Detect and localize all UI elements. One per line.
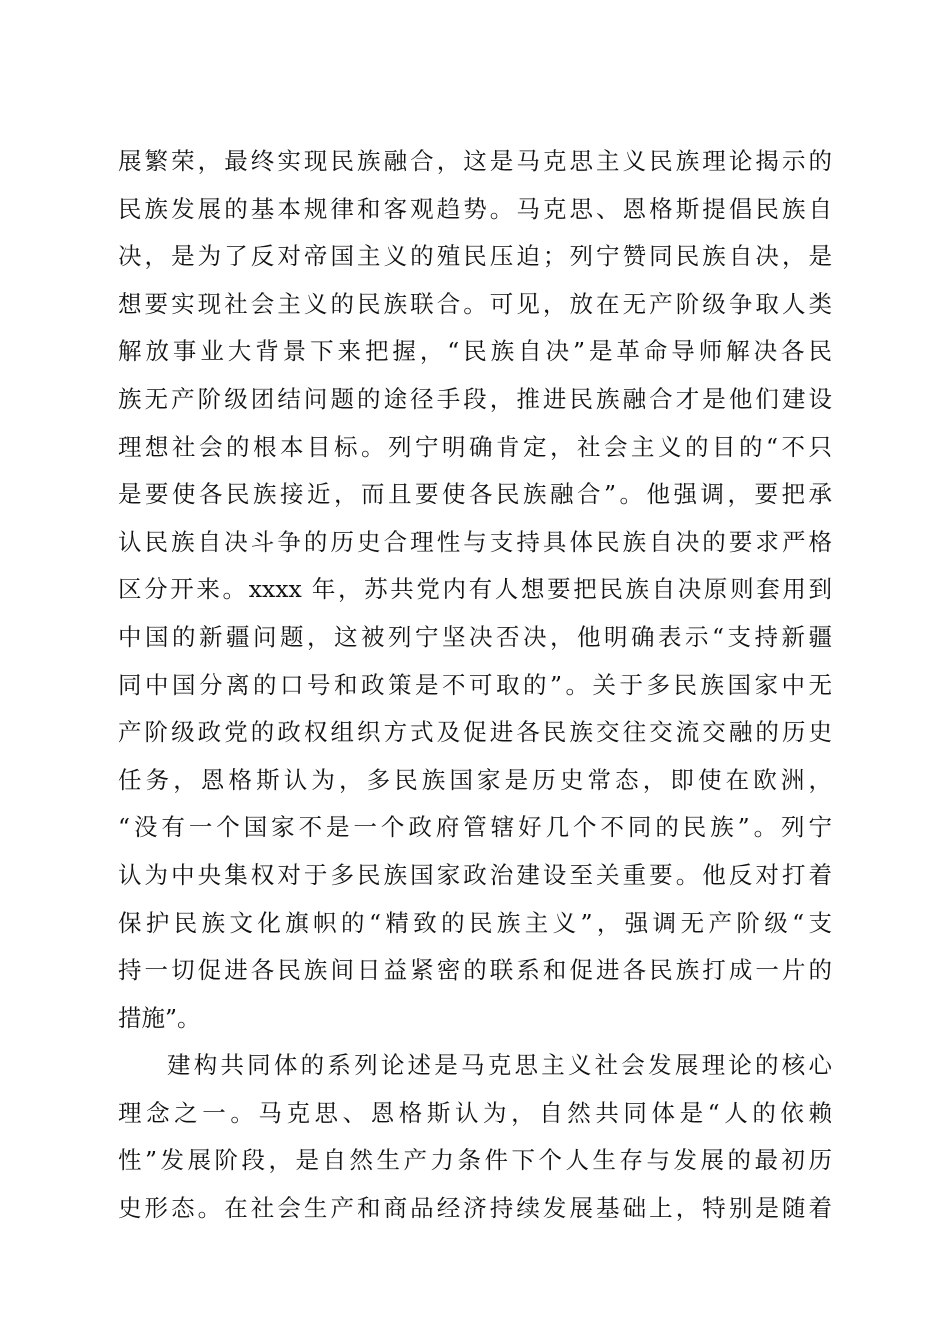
text-line: 保护民族文化旗帜的“精致的民族主义”，强调无产阶级“支 [118, 908, 832, 937]
text-line: 解放事业大背景下来把握，“民族自决”是革命导师解决各民 [118, 337, 832, 366]
text-line: 理念之一。马克思、恩格斯认为，自然共同体是“人的依赖 [118, 1098, 832, 1127]
text-line: 民族发展的基本规律和客观趋势。马克思、恩格斯提倡民族自 [118, 194, 832, 223]
text-line: 建构共同体的系列论述是马克思主义社会发展理论的核心 [167, 1051, 832, 1080]
text-line: 理想社会的根本目标。列宁明确肯定，社会主义的目的“不只 [118, 432, 832, 461]
text-line: 认为中央集权对于多民族国家政治建设至关重要。他反对打着 [118, 860, 832, 889]
body-text [118, 138, 832, 1233]
text-line: 决，是为了反对帝国主义的殖民压迫；列宁赞同民族自决，是 [118, 242, 832, 271]
text-line: 区分开来。xxxx 年，苏共党内有人想要把民族自决原则套用到 [118, 575, 832, 604]
text-line: 中国的新疆问题，这被列宁坚决否决，他明确表示“支持新疆 [118, 622, 832, 651]
text-line: 是要使各民族接近，而且要使各民族融合”。他强调，要把承 [118, 480, 832, 509]
text-line: 同中国分离的口号和政策是不可取的”。关于多民族国家中无 [118, 670, 832, 699]
text-line: 史形态。在社会生产和商品经济持续发展基础上，特别是随着 [118, 1194, 832, 1223]
text-line: 想要实现社会主义的民族联合。可见，放在无产阶级争取人类 [118, 289, 832, 318]
text-line: 认民族自决斗争的历史合理性与支持具体民族自决的要求严格 [118, 527, 832, 556]
text-line: “没有一个国家不是一个政府管辖好几个不同的民族”。列宁 [118, 813, 832, 842]
text-line: 任务，恩格斯认为，多民族国家是历史常态，即使在欧洲， [118, 765, 832, 794]
text-line: 族无产阶级团结问题的途径手段，推进民族融合才是他们建设 [118, 384, 832, 413]
text-line: 性”发展阶段，是自然生产力条件下个人生存与发展的最初历 [118, 1146, 832, 1175]
text-line: 展繁荣，最终实现民族融合，这是马克思主义民族理论揭示的 [118, 147, 832, 175]
text-line: 持一切促进各民族间日益紧密的联系和促进各民族打成一片的 [118, 956, 832, 985]
text-line: 产阶级政党的政权组织方式及促进各民族交往交流交融的历史 [118, 718, 832, 747]
text-line: 措施”。 [118, 1003, 201, 1032]
paragraph-2 [118, 1042, 832, 1232]
paragraph-1 [118, 138, 832, 1042]
